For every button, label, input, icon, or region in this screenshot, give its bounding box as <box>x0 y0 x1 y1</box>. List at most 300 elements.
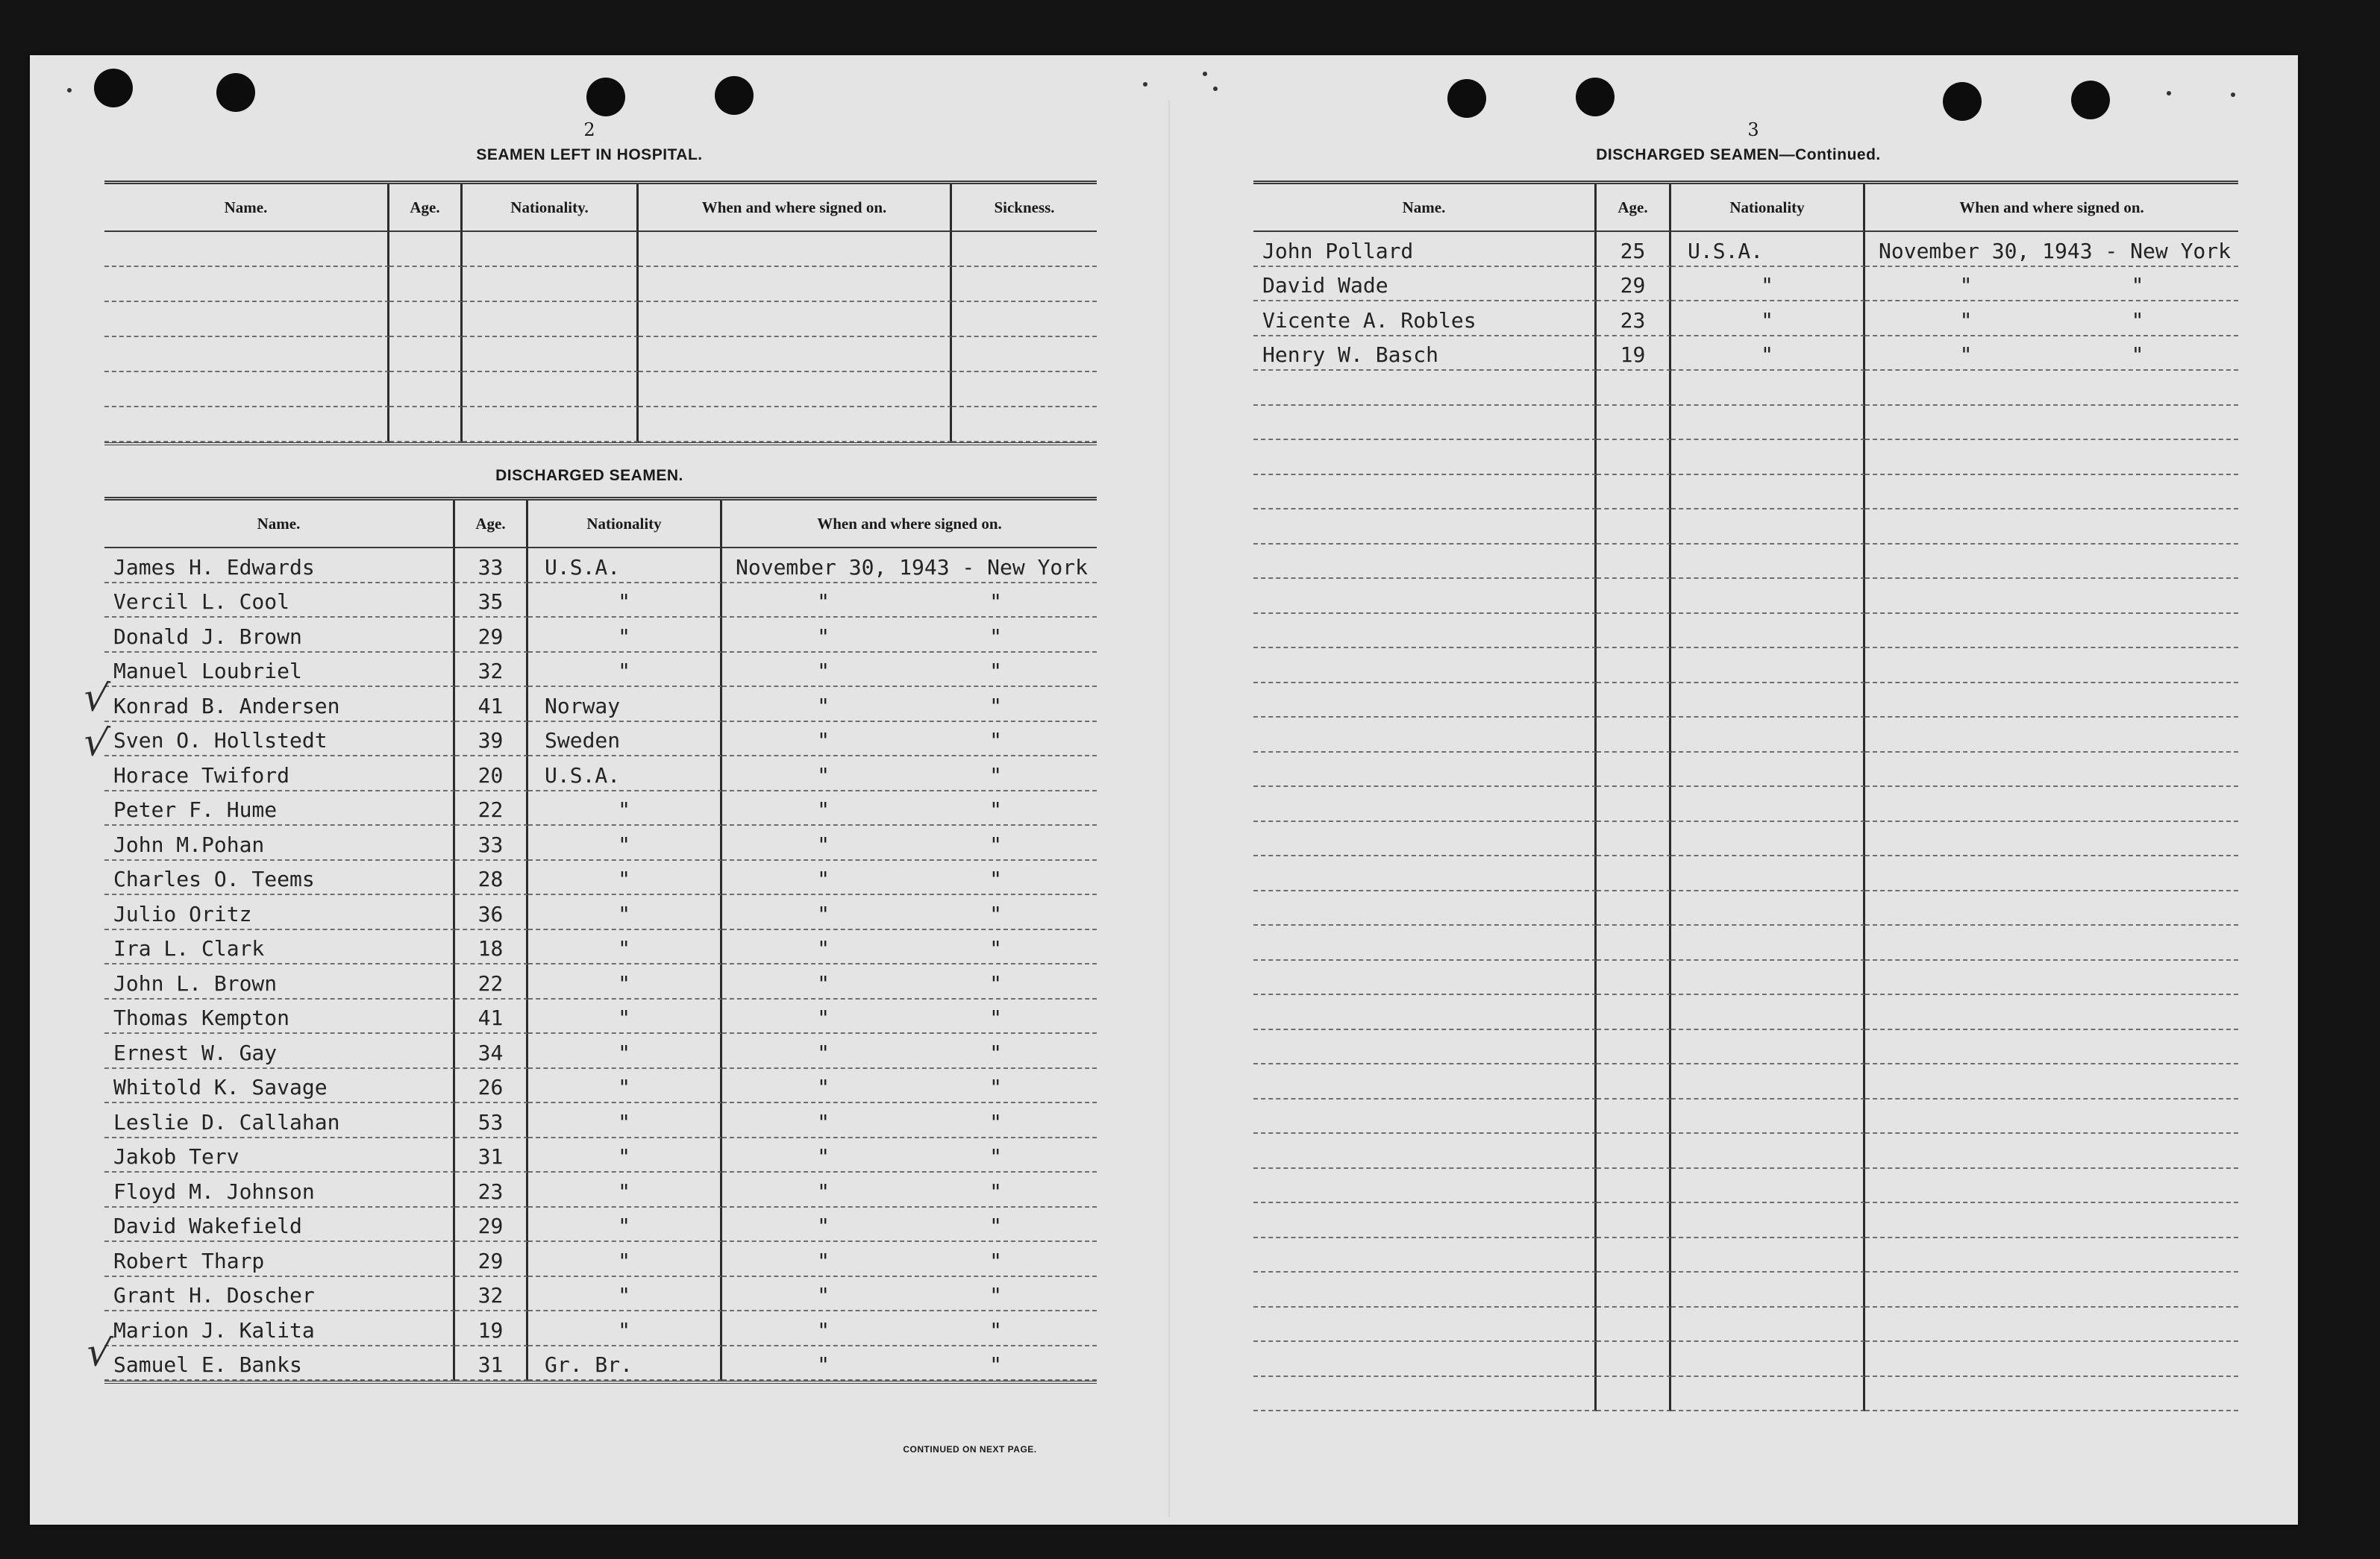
blank-cell <box>1671 406 1865 441</box>
seaman-nationality: " <box>528 1034 722 1069</box>
ditto-mark: " <box>989 1283 1002 1308</box>
seaman-nationality: " <box>528 1311 722 1346</box>
ditto-mark: " <box>817 867 830 891</box>
seaman-name: Konrad B. Andersen <box>104 687 455 722</box>
blank-cell <box>1865 891 2238 926</box>
seaman-name: Whitold K. Savage <box>104 1069 455 1104</box>
blank-cell <box>1671 1203 1865 1238</box>
ditto-mark: " <box>989 1144 1002 1169</box>
column-header: Age. <box>1597 184 1671 232</box>
seaman-nationality: U.S.A. <box>528 756 722 791</box>
check-mark: √ <box>80 718 112 768</box>
blank-cell <box>1865 1100 2238 1135</box>
blank-cell <box>1671 1238 1865 1273</box>
seaman-age: 22 <box>455 791 528 826</box>
blank-cell <box>1597 1100 1671 1135</box>
blank-cell <box>1671 475 1865 510</box>
blank-cell <box>1671 579 1865 614</box>
blank-cell <box>1597 475 1671 510</box>
column-header: When and where signed on. <box>1865 184 2238 232</box>
ditto-mark: " <box>2131 307 2144 333</box>
blank-cell <box>1671 371 1865 406</box>
seaman-nationality: " <box>528 861 722 896</box>
seaman-name: Grant H. Doscher <box>104 1277 455 1312</box>
column-header: Age. <box>389 184 463 232</box>
blank-cell <box>1865 961 2238 996</box>
seaman-age: 22 <box>455 964 528 1000</box>
seaman-age: 41 <box>455 1000 528 1035</box>
blank-cell <box>1671 1169 1865 1204</box>
blank-cell <box>1597 648 1671 683</box>
column-header: Name. <box>104 501 455 548</box>
ditto-mark: " <box>989 659 1002 683</box>
blank-cell <box>389 372 463 407</box>
blank-cell <box>463 372 639 407</box>
ditto-mark: " <box>989 797 1002 822</box>
ditto-mark: " <box>817 970 830 996</box>
seaman-name: Vercil L. Cool <box>104 583 455 618</box>
blank-cell <box>1253 1030 1597 1065</box>
blank-cell <box>1865 614 2238 649</box>
seaman-age: 29 <box>455 1208 528 1243</box>
seaman-nationality: " <box>528 618 722 653</box>
ditto-mark: " <box>817 1283 830 1308</box>
blank-cell <box>1253 787 1597 822</box>
blank-cell <box>1253 371 1597 406</box>
blank-cell <box>1253 891 1597 926</box>
seaman-age: 32 <box>455 1277 528 1312</box>
ditto-mark: " <box>989 589 1002 614</box>
column-header: Age. <box>455 501 528 548</box>
blank-cell <box>952 302 1097 337</box>
blank-cell <box>1597 406 1671 441</box>
blank-cell <box>463 232 639 267</box>
blank-cell <box>1597 1064 1671 1100</box>
discharged-table <box>104 497 1097 1384</box>
ditto-mark: " <box>817 901 830 926</box>
blank-cell <box>639 407 952 442</box>
blank-cell <box>639 232 952 267</box>
ditto-mark: " <box>817 1040 830 1065</box>
blank-cell <box>1671 822 1865 857</box>
blank-cell <box>1671 787 1865 822</box>
ditto-mark: " <box>989 1109 1002 1135</box>
blank-cell <box>1865 1377 2238 1412</box>
hospital-grid <box>104 184 1097 442</box>
seaman-nationality: " <box>528 1069 722 1104</box>
blank-cell <box>104 267 389 302</box>
blank-cell <box>1253 1342 1597 1377</box>
blank-cell <box>389 407 463 442</box>
seaman-name: Sven O. Hollstedt <box>104 722 455 757</box>
seaman-signed-on <box>722 722 1097 757</box>
seaman-name: Ernest W. Gay <box>104 1034 455 1069</box>
blank-cell <box>463 267 639 302</box>
blank-cell <box>1671 1100 1865 1135</box>
blank-cell <box>1597 545 1671 580</box>
blank-cell <box>1253 995 1597 1030</box>
blank-cell <box>1671 995 1865 1030</box>
seaman-signed-on <box>722 1103 1097 1138</box>
ditto-mark: " <box>817 693 830 718</box>
seaman-signed-on: November 30, 1943 - New York <box>722 548 1097 583</box>
column-header: Nationality. <box>463 184 639 232</box>
blank-cell <box>1597 1134 1671 1169</box>
blank-cell <box>1597 509 1671 545</box>
seaman-signed-on: November 30, 1943 - New York <box>1865 232 2238 267</box>
blank-cell <box>1865 406 2238 441</box>
seaman-signed-on <box>722 1173 1097 1208</box>
blank-cell <box>389 302 463 337</box>
seaman-nationality: Gr. Br. <box>528 1346 722 1381</box>
blank-cell <box>104 302 389 337</box>
blank-cell <box>1865 856 2238 891</box>
blank-cell <box>952 267 1097 302</box>
blank-cell <box>952 407 1097 442</box>
seaman-nationality: " <box>1671 301 1865 336</box>
ditto-mark: " <box>989 1179 1002 1204</box>
blank-cell <box>1671 1377 1865 1412</box>
blank-cell <box>1253 1203 1597 1238</box>
seaman-signed-on <box>1865 301 2238 336</box>
column-header: Sickness. <box>952 184 1097 232</box>
seaman-signed-on <box>722 895 1097 930</box>
ditto-mark: " <box>817 589 830 614</box>
seaman-age: 18 <box>455 930 528 965</box>
ditto-mark: " <box>817 728 830 753</box>
blank-cell <box>1671 961 1865 996</box>
blank-cell <box>1865 579 2238 614</box>
blank-cell <box>1253 545 1597 580</box>
column-header: When and where signed on. <box>639 184 952 232</box>
seaman-age: 39 <box>455 722 528 757</box>
blank-cell <box>1865 1134 2238 1169</box>
blank-cell <box>1865 822 2238 857</box>
seaman-age: 31 <box>455 1346 528 1381</box>
seaman-name: James H. Edwards <box>104 548 455 583</box>
seaman-nationality: " <box>528 1000 722 1035</box>
continued-note: CONTINUED ON NEXT PAGE. <box>903 1444 1037 1455</box>
blank-cell <box>639 337 952 372</box>
ditto-mark: " <box>817 936 830 961</box>
blank-cell <box>104 337 389 372</box>
ditto-mark: " <box>817 1352 830 1377</box>
seaman-name: David Wade <box>1253 267 1597 302</box>
blank-cell <box>1253 648 1597 683</box>
blank-cell <box>639 302 952 337</box>
seaman-name: David Wakefield <box>104 1208 455 1243</box>
ditto-mark: " <box>989 936 1002 961</box>
blank-cell <box>1253 1169 1597 1204</box>
seaman-name: Jakob Terv <box>104 1138 455 1173</box>
blank-cell <box>1253 475 1597 510</box>
blank-cell <box>1597 995 1671 1030</box>
blank-cell <box>1865 1308 2238 1343</box>
ditto-mark: " <box>817 1144 830 1169</box>
ditto-mark: " <box>989 728 1002 753</box>
blank-cell <box>1865 1203 2238 1238</box>
blank-cell <box>1597 822 1671 857</box>
column-header: Name. <box>1253 184 1597 232</box>
seaman-name: Julio Oritz <box>104 895 455 930</box>
blank-cell <box>1253 406 1597 441</box>
blank-cell <box>1253 1273 1597 1308</box>
blank-cell <box>1671 1134 1865 1169</box>
hospital-table <box>104 181 1097 445</box>
blank-cell <box>1597 440 1671 475</box>
blank-cell <box>639 372 952 407</box>
blank-cell <box>1597 1377 1671 1412</box>
seaman-nationality: Norway <box>528 687 722 722</box>
blank-cell <box>1597 371 1671 406</box>
ditto-mark: " <box>817 1317 830 1343</box>
blank-cell <box>952 372 1097 407</box>
ditto-mark: " <box>989 1006 1002 1030</box>
blank-cell <box>952 232 1097 267</box>
ditto-mark: " <box>989 1075 1002 1100</box>
blank-cell <box>463 302 639 337</box>
seaman-name: John Pollard <box>1253 232 1597 267</box>
blank-cell <box>1253 1064 1597 1100</box>
check-mark: √ <box>80 674 112 723</box>
seaman-age: 41 <box>455 687 528 722</box>
seaman-age: 33 <box>455 826 528 861</box>
seaman-nationality: " <box>528 826 722 861</box>
seaman-signed-on <box>722 964 1097 1000</box>
ditto-mark: " <box>989 867 1002 891</box>
ditto-mark: " <box>817 762 830 788</box>
seaman-signed-on <box>722 1000 1097 1035</box>
blank-cell <box>389 337 463 372</box>
page-number: 2 <box>583 119 595 140</box>
column-header: Nationality <box>1671 184 1865 232</box>
column-header: Nationality <box>528 501 722 548</box>
seaman-nationality: U.S.A. <box>528 548 722 583</box>
seaman-nationality: " <box>528 583 722 618</box>
ditto-mark: " <box>989 1214 1002 1238</box>
seaman-age: 19 <box>455 1311 528 1346</box>
ditto-mark: " <box>2131 273 2144 298</box>
seaman-age: 20 <box>455 756 528 791</box>
blank-cell <box>1671 614 1865 649</box>
seaman-age: 33 <box>455 548 528 583</box>
ditto-mark: " <box>989 1040 1002 1065</box>
blank-cell <box>1253 683 1597 718</box>
seaman-age: 36 <box>455 895 528 930</box>
seaman-signed-on <box>1865 267 2238 302</box>
blank-cell <box>1865 648 2238 683</box>
seaman-nationality: " <box>528 1138 722 1173</box>
seaman-signed-on <box>722 791 1097 826</box>
seaman-name: Charles O. Teems <box>104 861 455 896</box>
blank-cell <box>1865 718 2238 753</box>
seaman-signed-on <box>722 653 1097 688</box>
ditto-mark: " <box>989 970 1002 996</box>
blank-cell <box>1671 1273 1865 1308</box>
seaman-name: Ira L. Clark <box>104 930 455 965</box>
ditto-mark: " <box>2131 342 2144 367</box>
seaman-signed-on <box>722 1346 1097 1381</box>
seaman-nationality: Sweden <box>528 722 722 757</box>
ditto-mark: " <box>1959 273 1973 298</box>
seaman-signed-on <box>722 930 1097 965</box>
seaman-age: 34 <box>455 1034 528 1069</box>
seaman-nationality: " <box>1671 267 1865 302</box>
blank-cell <box>1671 1342 1865 1377</box>
seaman-age: 35 <box>455 583 528 618</box>
ditto-mark: " <box>817 624 830 649</box>
blank-cell <box>1253 614 1597 649</box>
blank-cell <box>1597 1273 1671 1308</box>
ditto-mark: " <box>1959 307 1973 333</box>
ditto-mark: " <box>817 1214 830 1238</box>
seaman-age: 31 <box>455 1138 528 1173</box>
seaman-age: 32 <box>455 653 528 688</box>
seaman-name: John M.Pohan <box>104 826 455 861</box>
seaman-name: Henry W. Basch <box>1253 336 1597 371</box>
blank-cell <box>1671 545 1865 580</box>
hospital-section-title: SEAMEN LEFT IN HOSPITAL. <box>476 146 703 163</box>
seaman-signed-on <box>1865 336 2238 371</box>
column-header: When and where signed on. <box>722 501 1097 548</box>
seaman-nationality: " <box>528 1242 722 1277</box>
blank-cell <box>1597 1342 1671 1377</box>
seaman-signed-on <box>722 1208 1097 1243</box>
ditto-mark: " <box>1959 342 1973 367</box>
blank-cell <box>1671 440 1865 475</box>
seaman-age: 26 <box>455 1069 528 1104</box>
blank-cell <box>1865 787 2238 822</box>
seaman-nationality: " <box>528 1103 722 1138</box>
blank-cell <box>1671 509 1865 545</box>
ditto-mark: " <box>817 1179 830 1204</box>
seaman-signed-on <box>722 1138 1097 1173</box>
blank-cell <box>389 267 463 302</box>
blank-cell <box>1865 475 2238 510</box>
blank-cell <box>1671 718 1865 753</box>
seaman-signed-on <box>722 861 1097 896</box>
blank-cell <box>1253 822 1597 857</box>
seaman-nationality: " <box>528 930 722 965</box>
seaman-nationality: " <box>528 791 722 826</box>
discharged-continued-grid <box>1253 184 2238 1411</box>
ditto-mark: " <box>989 1352 1002 1377</box>
discharged-grid <box>104 501 1097 1381</box>
ditto-mark: " <box>817 659 830 683</box>
blank-cell <box>1865 509 2238 545</box>
ledger-sheet <box>30 55 2298 1525</box>
seaman-age: 29 <box>455 1242 528 1277</box>
seaman-signed-on <box>722 1311 1097 1346</box>
right-page <box>1164 55 2298 1525</box>
seaman-signed-on <box>722 687 1097 722</box>
seaman-name: Marion J. Kalita <box>104 1311 455 1346</box>
blank-cell <box>1253 1238 1597 1273</box>
blank-cell <box>952 337 1097 372</box>
blank-cell <box>1671 1308 1865 1343</box>
blank-cell <box>1253 509 1597 545</box>
seaman-age: 23 <box>1597 301 1671 336</box>
seaman-name: Donald J. Brown <box>104 618 455 653</box>
seaman-nationality: " <box>528 964 722 1000</box>
seaman-age: 29 <box>1597 267 1671 302</box>
seaman-age: 23 <box>455 1173 528 1208</box>
column-header: Name. <box>104 184 389 232</box>
blank-cell <box>1597 1308 1671 1343</box>
ditto-mark: " <box>817 1075 830 1100</box>
blank-cell <box>1597 579 1671 614</box>
seaman-signed-on <box>722 1034 1097 1069</box>
ditto-mark: " <box>989 1317 1002 1343</box>
blank-cell <box>1671 926 1865 961</box>
blank-cell <box>1597 1203 1671 1238</box>
blank-cell <box>1671 753 1865 788</box>
blank-cell <box>1253 579 1597 614</box>
seaman-name: Peter F. Hume <box>104 791 455 826</box>
seaman-nationality: " <box>528 1277 722 1312</box>
ditto-mark: " <box>817 797 830 822</box>
ditto-mark: " <box>817 1109 830 1135</box>
seaman-name: Thomas Kempton <box>104 1000 455 1035</box>
blank-cell <box>104 372 389 407</box>
blank-cell <box>1253 440 1597 475</box>
seaman-name: Horace Twiford <box>104 756 455 791</box>
blank-cell <box>1865 1030 2238 1065</box>
seaman-signed-on <box>722 1277 1097 1312</box>
blank-cell <box>104 232 389 267</box>
blank-cell <box>389 232 463 267</box>
ditto-mark: " <box>989 901 1002 926</box>
blank-cell <box>1865 371 2238 406</box>
blank-cell <box>1597 891 1671 926</box>
blank-cell <box>1253 1134 1597 1169</box>
seaman-nationality: " <box>528 1173 722 1208</box>
blank-cell <box>1253 856 1597 891</box>
blank-cell <box>1865 753 2238 788</box>
seaman-age: 19 <box>1597 336 1671 371</box>
blank-cell <box>104 407 389 442</box>
blank-cell <box>1253 753 1597 788</box>
ditto-mark: " <box>817 1006 830 1030</box>
seaman-name: Robert Tharp <box>104 1242 455 1277</box>
seaman-signed-on <box>722 756 1097 791</box>
seaman-age: 28 <box>455 861 528 896</box>
page-number: 3 <box>1747 119 1759 140</box>
blank-cell <box>1597 1238 1671 1273</box>
seaman-signed-on <box>722 826 1097 861</box>
blank-cell <box>463 337 639 372</box>
seaman-nationality: " <box>1671 336 1865 371</box>
seaman-signed-on <box>722 618 1097 653</box>
blank-cell <box>1865 683 2238 718</box>
blank-cell <box>1597 683 1671 718</box>
blank-cell <box>1865 1064 2238 1100</box>
blank-cell <box>1597 1169 1671 1204</box>
seaman-nationality: " <box>528 895 722 930</box>
ditto-mark: " <box>817 832 830 857</box>
seaman-nationality: " <box>528 653 722 688</box>
seaman-age: 25 <box>1597 232 1671 267</box>
blank-cell <box>1865 1169 2238 1204</box>
seaman-signed-on <box>722 583 1097 618</box>
seaman-signed-on <box>722 1069 1097 1104</box>
blank-cell <box>1597 961 1671 996</box>
blank-cell <box>1865 995 2238 1030</box>
blank-cell <box>639 267 952 302</box>
blank-cell <box>1253 1377 1597 1412</box>
seaman-name: Vicente A. Robles <box>1253 301 1597 336</box>
ditto-mark: " <box>989 693 1002 718</box>
